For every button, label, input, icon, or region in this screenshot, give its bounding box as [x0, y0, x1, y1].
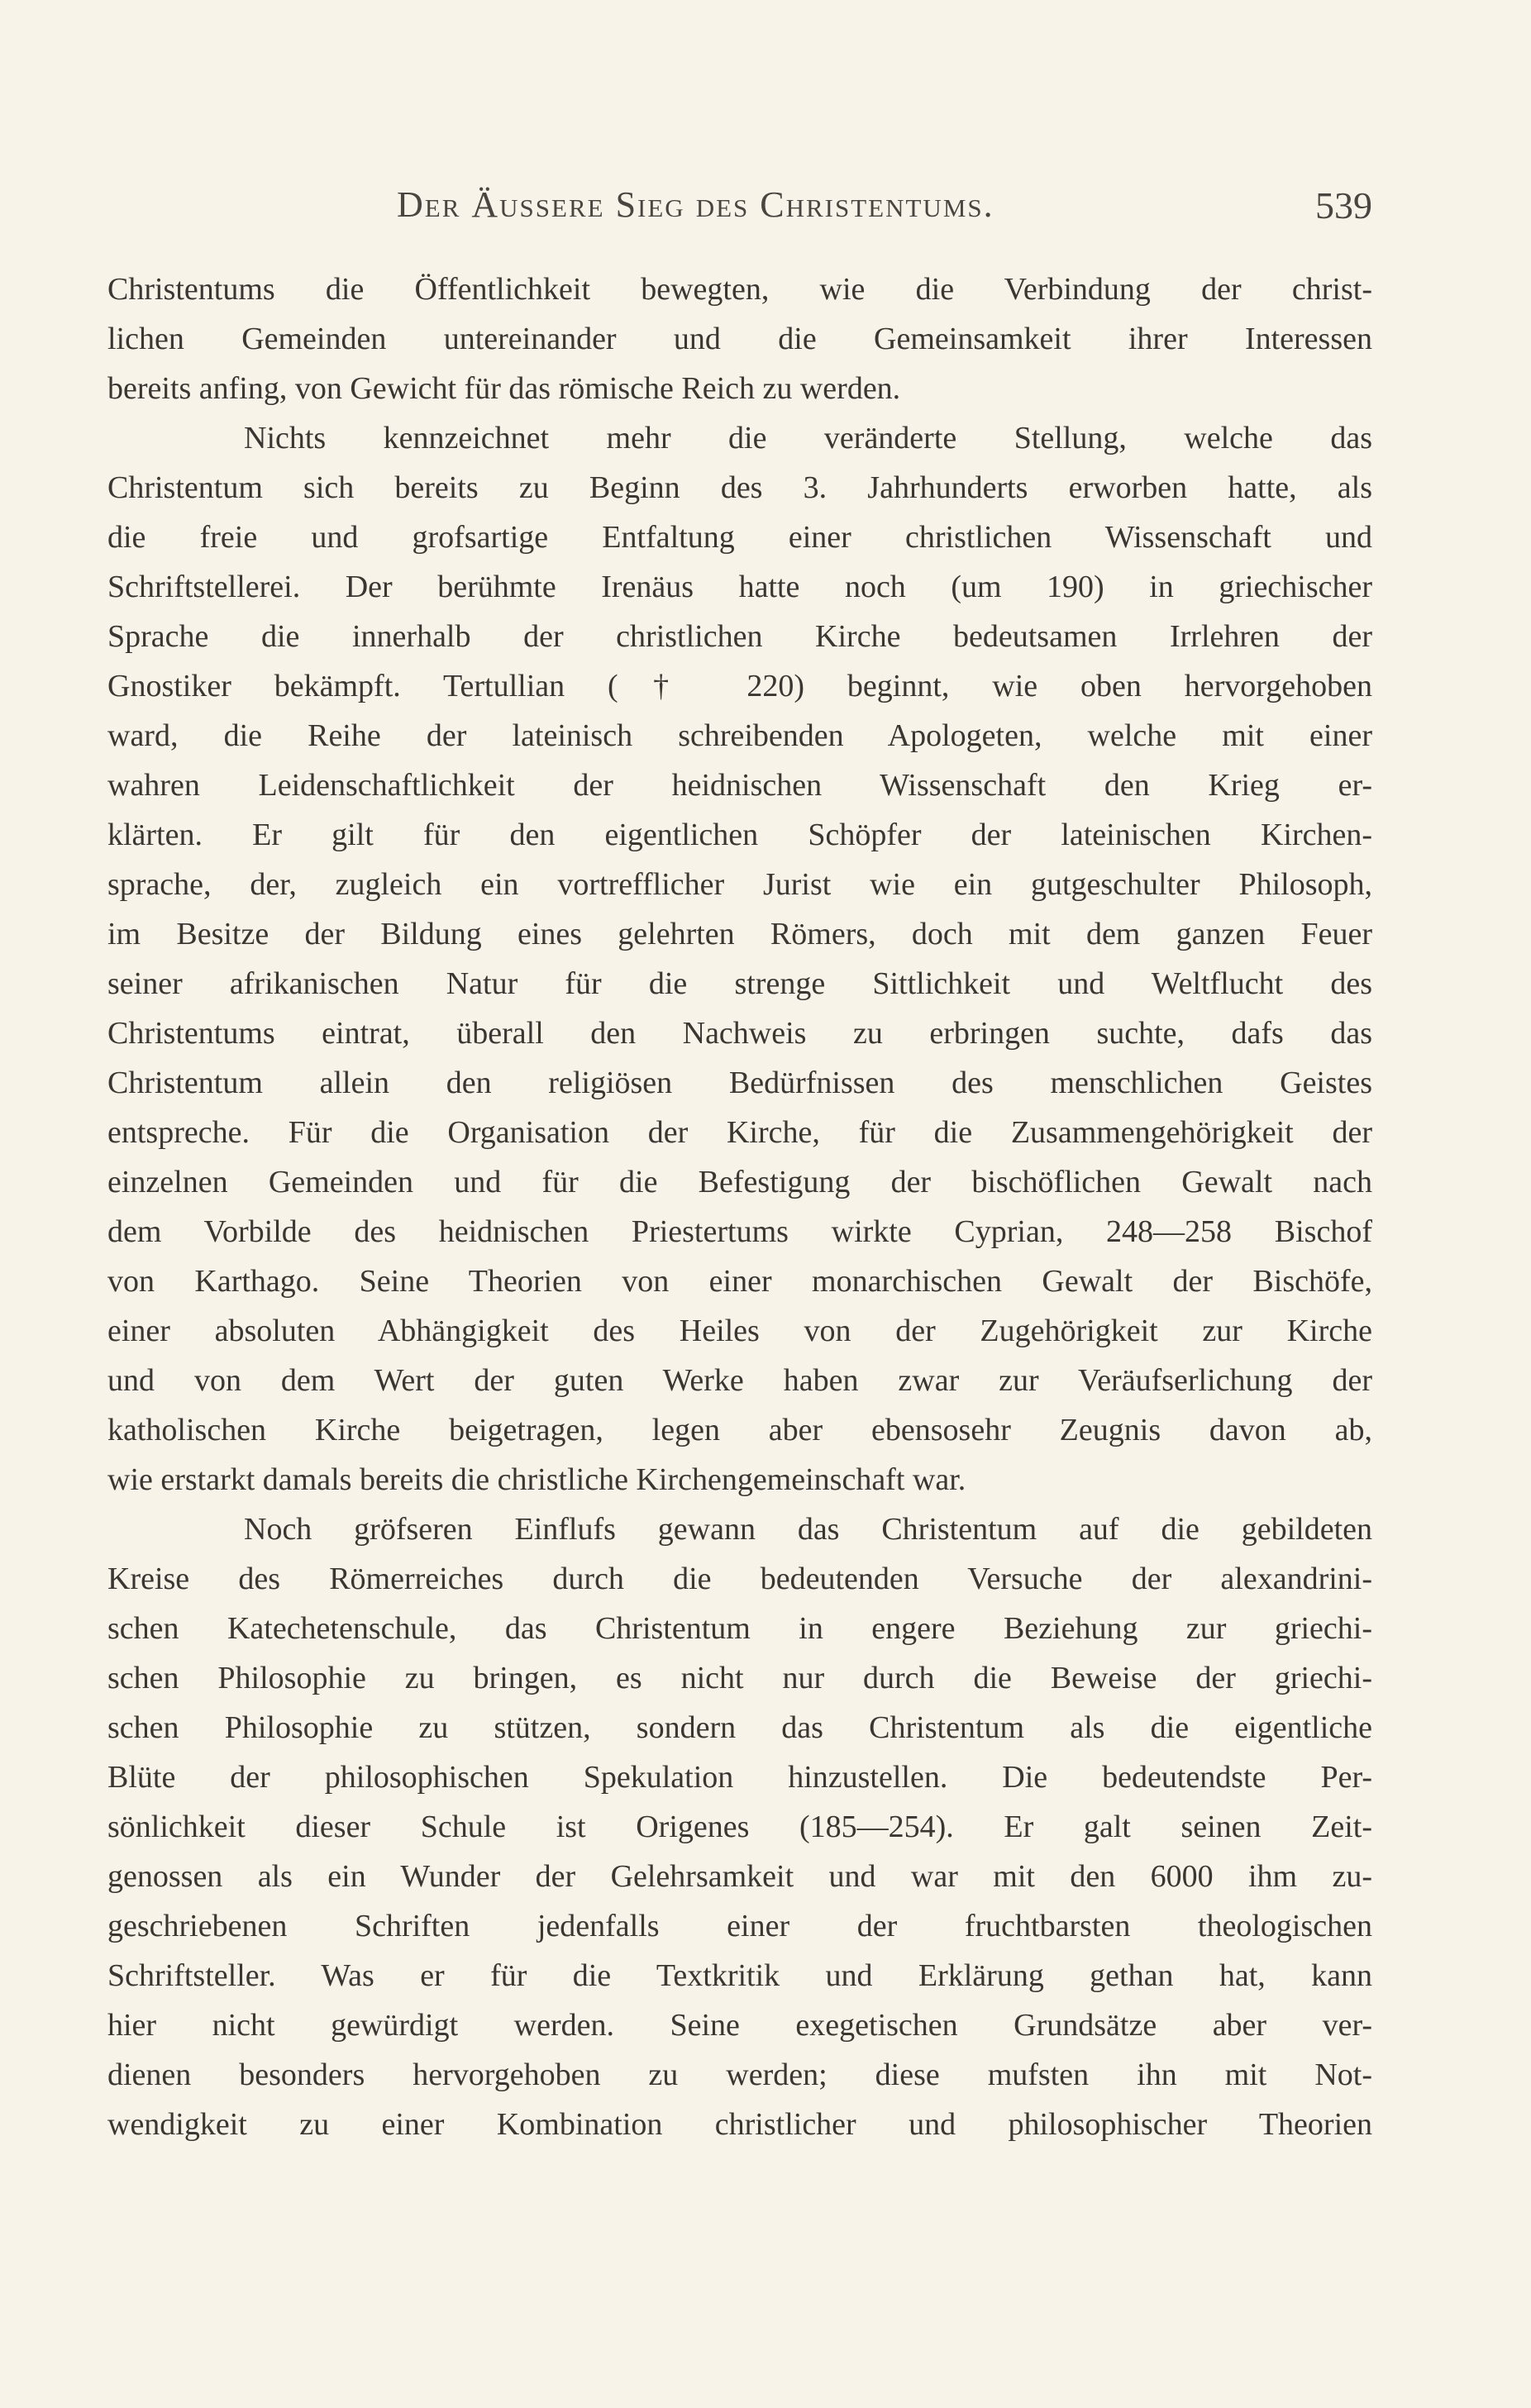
text-line: wahren Leidenschaftlichkeit der heidnischen Wissenschaft den Krieg er- [107, 768, 1372, 803]
text-line: katholischen Kirche beigetragen, legen aber ebensosehr Zeugnis davon ab, [107, 1413, 1372, 1447]
text-line: einer absoluten Abhängigkeit des Heiles von der Zugehörigkeit zur Kirche [107, 1314, 1372, 1348]
text-line: dem Vorbilde des heidnischen Priestertums wirkte Cyprian, 248—258 Bischof [107, 1214, 1372, 1249]
running-head [107, 184, 1372, 233]
text-line: von Karthago. Seine Theorien von einer monarchischen Gewalt der Bischöfe, [107, 1264, 1372, 1299]
text-line: sprache, der, zugleich ein vortrefflicher Jurist wie ein gutgeschulter Philosoph, [107, 867, 1372, 902]
text-line: ward, die Reihe der lateinisch schreibenden Apologeten, welche mit einer [107, 718, 1372, 753]
text-line: Christentum sich bereits zu Beginn des 3. Jahrhunderts erworben hatte, als [107, 470, 1372, 505]
text-line: Christentums eintrat, überall den Nachweis zu erbringen suchte, dafs das [107, 1016, 1372, 1051]
body-text [107, 265, 1372, 2149]
text-line: wendigkeit zu einer Kombination christlicher und philosophischer Theorien [107, 2107, 1372, 2142]
text-line: klärten. Er gilt für den eigentlichen Schöpfer der lateinischen Kirchen- [107, 818, 1372, 852]
text-line: genossen als ein Wunder der Gelehrsamkeit und war mit den 6000 ihm zu- [107, 1859, 1372, 1894]
text-line: Sprache die innerhalb der christlichen Kirche bedeutsamen Irrlehren der [107, 619, 1372, 654]
text-line: Gnostiker bekämpft. Tertullian († 220) beginnt, wie oben hervorgehoben [107, 669, 1372, 703]
text-line: die freie und grofsartige Entfaltung einer christlichen Wissenschaft und [107, 520, 1372, 555]
text-line: geschriebenen Schriften jedenfalls einer der fruchtbarsten theologischen [107, 1909, 1372, 1943]
text-line: entspreche. Für die Organisation der Kirche, für die Zusammengehörigkeit der [107, 1115, 1372, 1150]
text-line: hier nicht gewürdigt werden. Seine exegetischen Grundsätze aber ver- [107, 2008, 1372, 2043]
text-line: sönlichkeit dieser Schule ist Origenes (185—254). Er galt seinen Zeit- [107, 1810, 1372, 1844]
text-line: Nichts kennzeichnet mehr die veränderte Stellung, welche das [244, 421, 1372, 455]
text-line: Kreise des Römerreiches durch die bedeutenden Versuche der alexandrini- [107, 1562, 1372, 1596]
text-line: schen Philosophie zu bringen, es nicht nur durch die Beweise der griechi- [107, 1661, 1372, 1695]
text-line: einzelnen Gemeinden und für die Befestigung der bischöflichen Gewalt nach [107, 1165, 1372, 1199]
text-line: schen Philosophie zu stützen, sondern das Christentum als die eigentliche [107, 1710, 1372, 1745]
text-line: dienen besonders hervorgehoben zu werden; diese mufsten ihn mit Not- [107, 2058, 1372, 2092]
text-line: Schriftstellerei. Der berühmte Irenäus hatte noch (um 190) in griechischer [107, 570, 1372, 604]
text-line: lichen Gemeinden untereinander und die Gemeinsamkeit ihrer Interessen [107, 322, 1372, 356]
text-line: Schriftsteller. Was er für die Textkritik und Erklärung gethan hat, kann [107, 1958, 1372, 1993]
text-line: Blüte der philosophischen Spekulation hinzustellen. Die bedeutendste Per- [107, 1760, 1372, 1795]
text-line: wie erstarkt damals bereits die christliche Kirchengemeinschaft war. [107, 1462, 966, 1497]
text-line: Noch gröfseren Einflufs gewann das Christentum auf die gebildeten [244, 1512, 1372, 1547]
running-title: Der Äussere Sieg des Christentums. [397, 184, 994, 225]
text-line: im Besitze der Bildung eines gelehrten Römers, doch mit dem ganzen Feuer [107, 917, 1372, 951]
page-number: 539 [1315, 184, 1372, 226]
text-line: Christentums die Öffentlichkeit bewegten, wie die Verbindung der christ- [107, 272, 1372, 307]
text-line: seiner afrikanischen Natur für die strenge Sittlichkeit und Weltflucht des [107, 966, 1372, 1001]
text-line: und von dem Wert der guten Werke haben zwar zur Veräufserlichung der [107, 1363, 1372, 1398]
text-line: schen Katechetenschule, das Christentum in engere Beziehung zur griechi- [107, 1611, 1372, 1646]
text-line: bereits anfing, von Gewicht für das römische Reich zu werden. [107, 371, 901, 406]
text-line: Christentum allein den religiösen Bedürfnissen des menschlichen Geistes [107, 1066, 1372, 1100]
